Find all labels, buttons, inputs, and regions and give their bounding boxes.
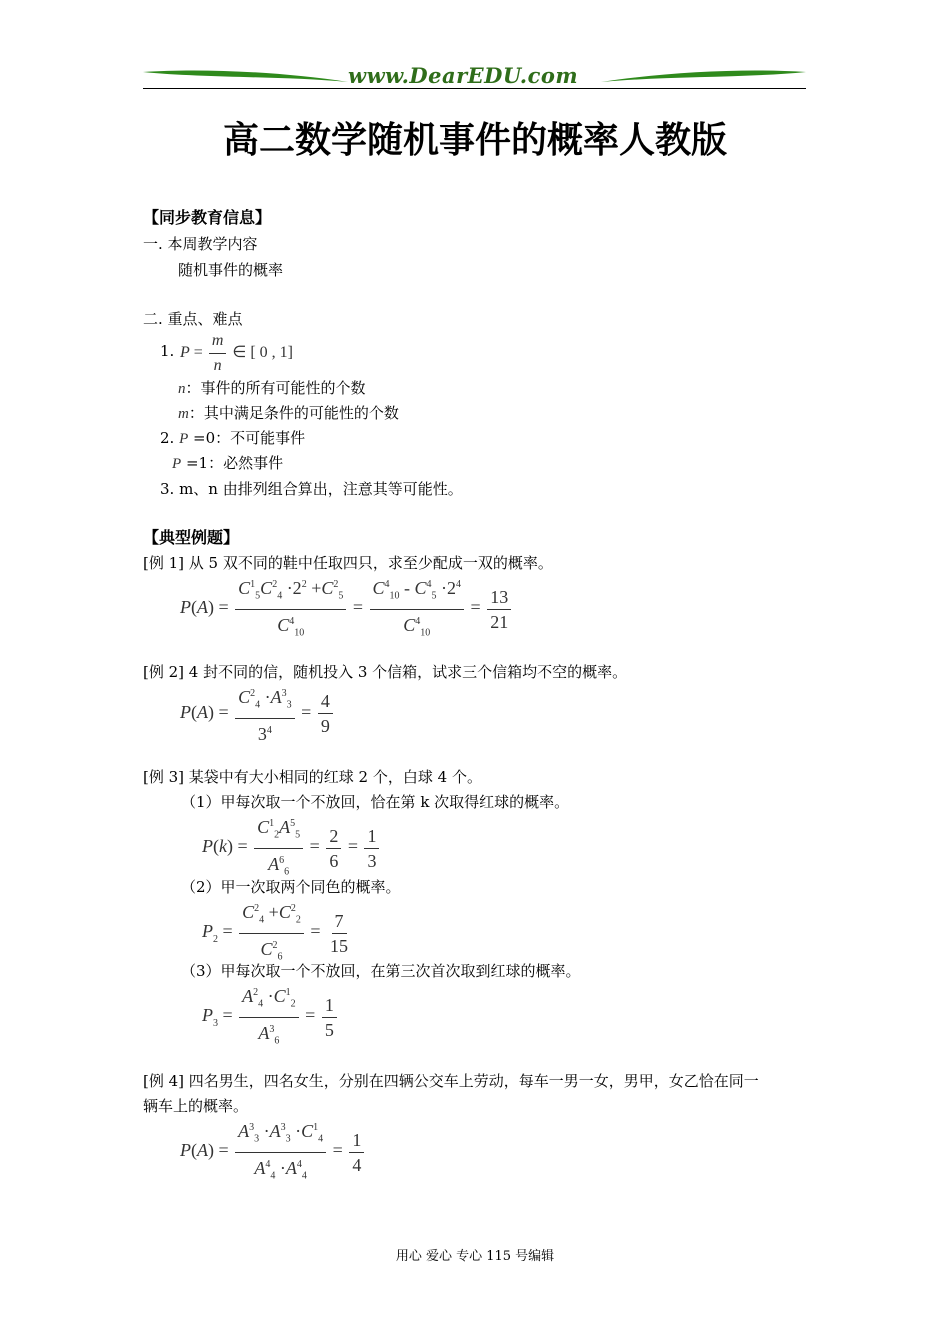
example3-part1-formula: P(k) = $\frac{C^1_2A^5_5}{A^6_6}$ = $\frac{2}{6}$ = $\frac{1}{3}$ [202,814,381,882]
n-definition: n：事件的所有可能性的个数 [178,379,366,397]
item2-p0: 2. P =0：不可能事件 [160,429,306,447]
page-title: 高二数学随机事件的概率人教版 [222,119,727,161]
example2-text: [例 2] 4 封不同的信，随机投入 3 个信箱，试求三个信箱均不空的概率。 [143,663,628,681]
example4-formula: P(A) = $\frac{A^3_3 \cdot A^3_3 \cdot C^1_4}{A^4_4 \cdot A^4_4}$ = $\frac{1}{4}$ [180,1118,366,1186]
item1-number: 1. [160,342,175,360]
sync-info-heading: 【同步教育信息】 [143,208,272,227]
example1-text: [例 1] 从 5 双不同的鞋中任取四只，求至少配成一双的概率。 [143,554,553,572]
example3-part3-formula: $P_3$ = $\frac{A^2_4 \cdot C^1_2}{A^3_6}$ = $\frac{1}{5}$ [202,983,339,1051]
key-points-label: 二. 重点、难点 [143,310,243,328]
item2-p1: P =1：必然事件 [172,454,284,472]
example1-formula: P(A) = $\frac{C^1_5C^2_4 \cdot 2^2 +C^2_5}{C^4_{10}}$ = $\frac{C^4_{10} - C^4_5 \cdot 2^4}{C^4_{10}}$ = $\frac{13}{21}$ [180,575,513,643]
content-text: 随机事件的概率 [178,261,284,279]
example3-text: [例 3] 某袋中有大小相同的红球 2 个，白球 4 个。 [143,768,482,786]
content-label: 一. 本周教学内容 [143,235,258,253]
example3-part3-text: （3）甲每次取一个不放回，在第三次首次取到红球的概率。 [181,962,581,980]
example3-part1-text: （1）甲每次取一个不放回，恰在第 k 次取得红球的概率。 [181,793,570,811]
m-definition: m：其中满足条件的可能性的个数 [178,404,399,422]
example3-part2-text: （2）甲一次取两个同色的概率。 [181,878,401,896]
example4-text-line2: 辆车上的概率。 [143,1097,249,1115]
example3-part2-formula: $P_2$ = $\frac{C^2_4 +C^2_2}{C^2_6}$ = $\frac{7}{15}$ [202,899,353,967]
page-footer: 用心 爱心 专心 115 号编辑 [395,1249,555,1264]
right-swoosh-icon [596,68,806,84]
site-logo: www.DearEDU.com [348,63,579,88]
item3-text: 3. m、n 由排列组合算出，注意其等可能性。 [160,480,463,498]
probability-definition-formula: P = $\frac{m}{n}$ ∈ [ 0 , 1] [180,332,293,374]
example2-formula: P(A) = $\frac{C^2_4 \cdot A^3_3}{3^4}$ = $\frac{4}{9}$ [180,684,335,744]
header-rule [143,88,806,89]
examples-heading: 【典型例题】 [143,528,240,547]
example4-text-line1: [例 4] 四名男生，四名女生，分别在四辆公交车上劳动，每车一男一女，男甲，女乙恰在同一 [143,1072,759,1090]
left-swoosh-icon [143,68,353,84]
